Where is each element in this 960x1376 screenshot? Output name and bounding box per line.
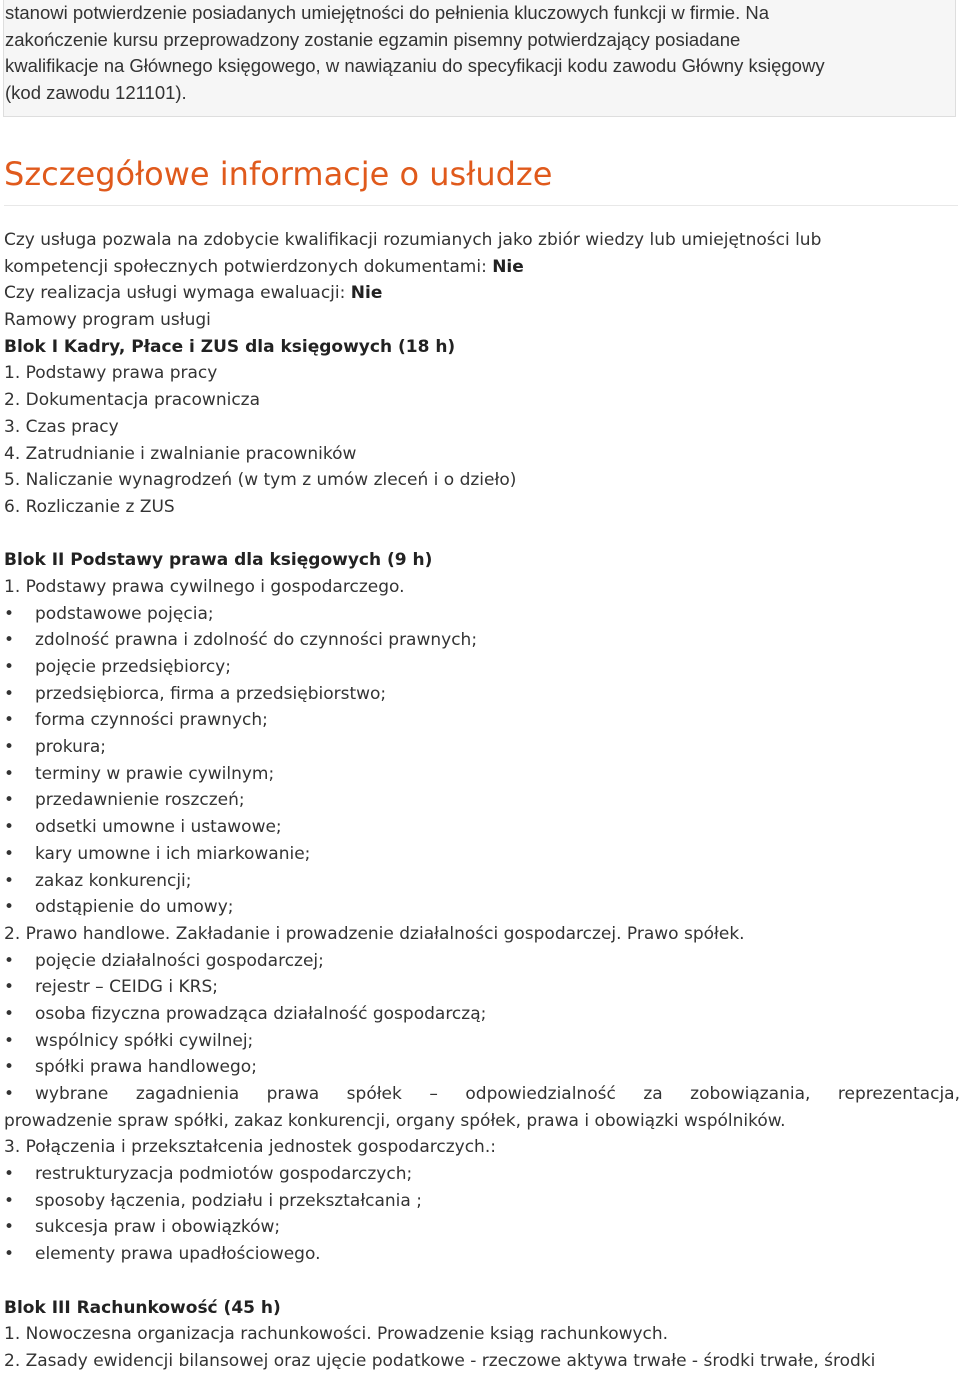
qualification-question: Czy usługa pozwala na zdobycie kwalifikacji rozumianych jako zbiór wiedzy lub umiejętności lub [4,230,822,250]
bullet-icon: • [4,1003,15,1024]
bullet-icon: • [4,710,15,731]
bullet-item [4,1241,960,1268]
bullet-text: odsetki umowne i ustawowe; [35,817,282,838]
block-heading: Blok III Rachunkowość (45 h) [4,1297,281,1318]
bullet-icon: • [4,737,15,758]
bullet-text: odstąpienie do umowy; [35,897,234,918]
bullet-item [4,1161,960,1188]
bullet-item [4,787,960,814]
bullet-text: elementy prawa upadłościowego. [35,1244,321,1265]
block-heading: Blok I Kadry, Płace i ZUS dla księgowych (18 h) [4,336,456,357]
bullet-item [4,894,960,921]
intro-line: kwalifikacje na Głównego księgowego, w nawiązaniu do specyfikacji kodu zawodu Główny księgowy [5,55,825,77]
bullet-text: restrukturyzacja podmiotów gospodarczych; [35,1164,413,1185]
bullet-item [4,948,960,975]
evaluation-question-text: Czy realizacja usługi wymaga ewaluacji: [4,283,351,304]
bullet-text: zdolność prawna i zdolność do czynności prawnych; [35,630,478,651]
list-item: 2. Dokumentacja pracownicza [4,390,261,411]
bullet-text: wybrane zagadnienia prawa spółek – odpowiedzialność za zobowiązania, reprezentacja, [35,1084,960,1104]
bullet-item [4,1214,960,1241]
bullet-icon: • [4,603,15,624]
list-item: 1. Podstawy prawa pracy [4,363,218,384]
bullet-item-long [4,1081,960,1134]
bullet-item [4,1054,960,1081]
bullet-text: rejestr – CEIDG i KRS; [35,977,218,998]
section-title: Szczegółowe informacje o usłudze [4,155,553,193]
bullet-icon: • [4,1190,15,1211]
list-item: 6. Rozliczanie z ZUS [4,496,175,517]
intro-box [3,0,956,117]
bullet-icon: • [4,1164,15,1185]
bullet-icon: • [4,843,15,864]
bullet-item [4,734,960,761]
bullet-text: sukcesja praw i obowiązków; [35,1217,281,1238]
bullet-item [4,761,960,788]
evaluation-question [4,280,960,307]
intro-line: zakończenie kursu przeprowadzony zostanie egzamin pisemny potwierdzający posiadane [5,28,741,50]
bullet-text: pojęcie działalności gospodarczej; [35,950,324,971]
bullet-icon: • [4,790,15,811]
bullet-icon: • [4,1244,15,1265]
title-divider [4,205,958,206]
topic-heading: 1. Podstawy prawa cywilnego i gospodarczego. [4,576,405,597]
bullet-item [4,1188,960,1215]
bullet-item [4,1001,960,1028]
service-details [4,227,960,1375]
qualification-answer: Nie [492,256,524,277]
bullet-text: prokura; [35,737,107,758]
list-item: 4. Zatrudnianie i zwalnianie pracowników [4,443,357,464]
bullet-text: przedsiębiorca, firma a przedsiębiorstwo; [35,683,387,704]
program-label: Ramowy program usługi [4,310,211,331]
spacer [4,1268,960,1295]
bullet-text: kary umowne i ich miarkowanie; [35,843,311,864]
bullet-long-line [4,1081,960,1108]
bullet-icon: • [4,897,15,918]
bullet-item [4,868,960,895]
bullet-text: wspólnicy spółki cywilnej; [35,1030,254,1051]
list-item: 2. Zasady ewidencji bilansowej oraz ujęcie podatkowe - rzeczowe aktywa trwałe - środki trwałe, środki [4,1350,876,1371]
bullet-icon: • [4,977,15,998]
bullet-icon: • [4,683,15,704]
bullet-icon: • [4,1084,15,1104]
bullet-item [4,627,960,654]
bullet-item [4,681,960,708]
list-item: 3. Czas pracy [4,416,119,437]
bullet-text: zakaz konkurencji; [35,870,192,891]
bullet-text: terminy w prawie cywilnym; [35,763,275,784]
bullet-text: przedawnienie roszczeń; [35,790,245,811]
bullet-item [4,707,960,734]
bullet-icon: • [4,657,15,677]
qualification-question-cont [4,254,960,281]
bullet-text: forma czynności prawnych; [35,710,268,731]
bullet-icon: • [4,817,15,838]
bullet-icon: • [4,1030,15,1051]
bullet-text: podstawowe pojęcia; [35,603,214,624]
bullet-item [4,1028,960,1055]
evaluation-answer: Nie [350,283,383,304]
bullet-item [4,601,960,628]
bullet-item [4,814,960,841]
bullet-text: spółki prawa handlowego; [35,1057,257,1078]
bullet-icon: • [4,630,15,651]
qualification-question-text: kompetencji społecznych potwierdzonych dokumentami: [4,256,493,277]
topic-heading: 2. Prawo handlowe. Zakładanie i prowadzenie działalności gospodarczej. Prawo spółek. [4,923,745,944]
intro-text [5,0,945,107]
bullet-item [4,841,960,868]
bullet-item [4,654,960,681]
intro-line: (kod zawodu 121101). [5,82,187,104]
bullet-text: osoba fizyczna prowadząca działalność gospodarczą; [35,1003,487,1024]
bullet-text: pojęcie przedsiębiorcy; [35,657,231,677]
bullet-icon: • [4,763,15,784]
bullet-text: sposoby łączenia, podziału i przekształcania ; [35,1190,422,1211]
spacer [4,521,960,548]
bullet-icon: • [4,950,15,971]
bullet-icon: • [4,870,15,891]
bullet-long-line-cont: prowadzenie spraw spółki, zakaz konkurencji, organy spółek, prawa i obowiązki wspólników. [4,1110,786,1131]
list-item: 1. Nowoczesna organizacja rachunkowości. Prowadzenie ksiąg rachunkowych. [4,1324,669,1345]
bullet-icon: • [4,1217,15,1238]
bullet-icon: • [4,1057,15,1078]
topic-heading: 3. Połączenia i przekształcenia jednostek gospodarczych.: [4,1137,496,1158]
list-item: 5. Naliczanie wynagrodzeń (w tym z umów zleceń i o dzieło) [4,470,517,491]
block-heading: Blok II Podstawy prawa dla księgowych (9 h) [4,550,433,571]
bullet-item [4,974,960,1001]
intro-line: stanowi potwierdzenie posiadanych umiejętności do pełnienia kluczowych funkcji w firmie. Na [5,2,770,23]
